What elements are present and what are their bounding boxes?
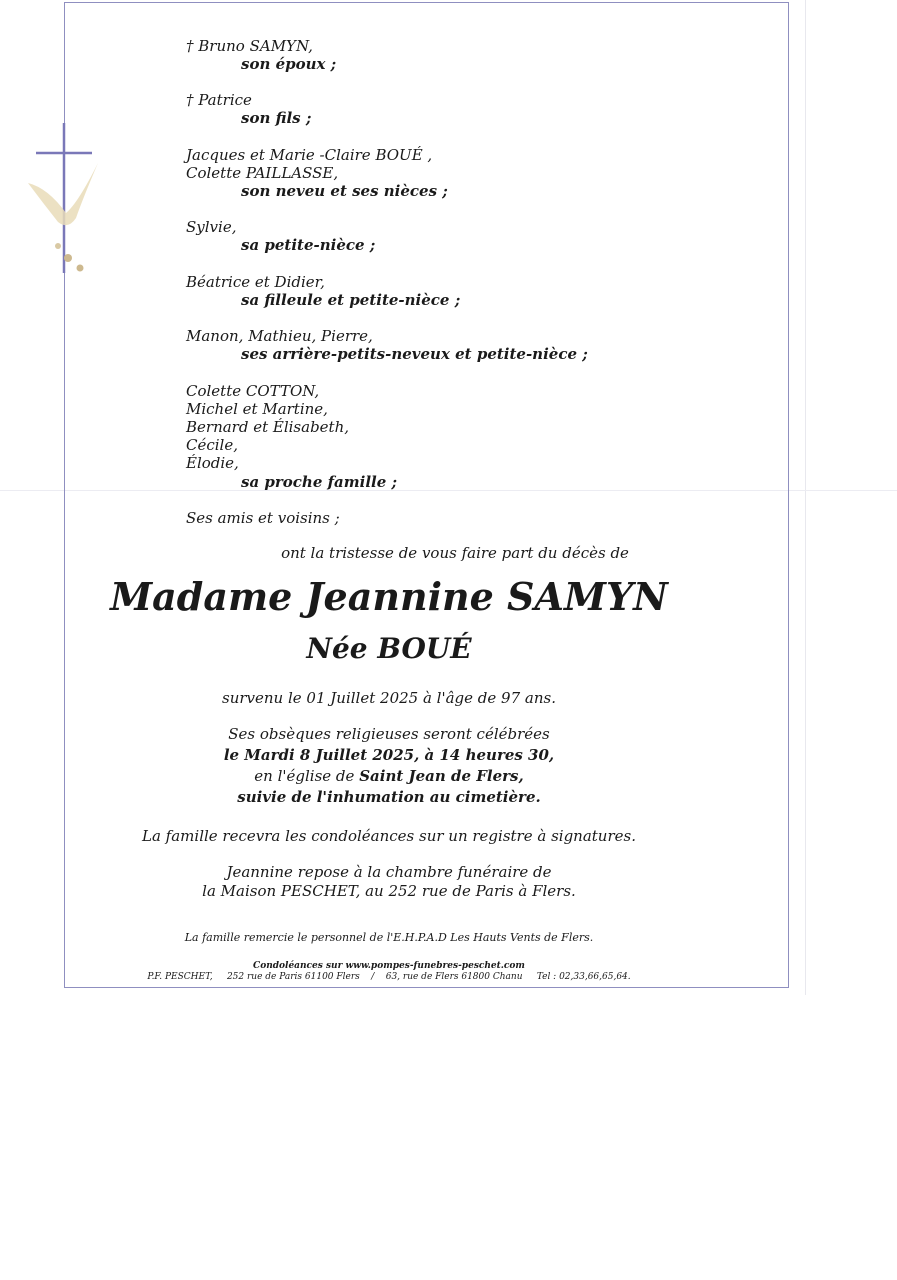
family-name: Béatrice et Didier, xyxy=(186,273,325,291)
maiden-name: Née BOUÉ xyxy=(306,632,472,665)
funeral-church xyxy=(64,766,714,786)
cross-dove-icon xyxy=(28,118,98,278)
company-name: P.F. PESCHET, xyxy=(147,972,213,982)
family-name: Élodie, xyxy=(186,454,239,472)
address-separator: / xyxy=(371,972,375,982)
friends-line: Ses amis et voisins ; xyxy=(186,509,340,527)
family-relation: sa filleule et petite-nièce ; xyxy=(241,291,461,309)
funeral-date xyxy=(64,745,714,765)
family-relation: son époux ; xyxy=(241,55,337,73)
family-name: Colette PAILLASSE, xyxy=(186,164,339,182)
family-name: † Patrice xyxy=(186,91,252,109)
church-prefix: en l'église de xyxy=(254,767,355,785)
funeral-burial xyxy=(64,787,714,807)
family-name: Cécile, xyxy=(186,436,238,454)
death-info: survenu le 01 Juillet 2025 à l'âge de 97 ans. xyxy=(222,689,556,707)
family-name: † Bruno SAMYN, xyxy=(186,37,313,55)
funeral-line: Ses obsèques religieuses seront célébrées xyxy=(228,725,550,743)
deceased-name: Madame Jeannine SAMYN xyxy=(110,574,668,619)
family-name: Michel et Martine, xyxy=(186,400,328,418)
address-chanu: 63, rue de Flers 61800 Chanu xyxy=(385,972,523,982)
funeral-date-text: le Mardi 8 Juillet 2025, à 14 heures 30, xyxy=(223,746,555,764)
rest-line: la Maison PESCHET, au 252 rue de Paris à Flers. xyxy=(202,882,576,900)
family-name: Manon, Mathieu, Pierre, xyxy=(186,327,373,345)
family-relation: sa proche famille ; xyxy=(241,473,398,491)
family-name: Sylvie, xyxy=(186,218,237,236)
family-relation: sa petite-nièce ; xyxy=(241,236,376,254)
thanks-line: La famille remercie le personnel de l'E.H.P.A.D Les Hauts Vents de Flers. xyxy=(184,931,594,944)
footer-addresses xyxy=(64,967,714,987)
announcement: ont la tristesse de vous faire part du décès de xyxy=(281,544,629,562)
page-edge xyxy=(805,0,806,995)
church-name: Saint Jean de Flers, xyxy=(359,767,524,785)
family-relation: son neveu et ses nièces ; xyxy=(241,182,448,200)
family-name: Jacques et Marie -Claire BOUÉ , xyxy=(186,146,433,164)
family-relation: ses arrière-petits-neveux et petite-nièce ; xyxy=(241,345,588,363)
rest-line: Jeannine repose à la chambre funéraire de xyxy=(226,863,552,881)
family-name: Bernard et Élisabeth, xyxy=(186,418,350,436)
family-relation: son fils ; xyxy=(241,109,312,127)
phone-number: Tel : 02,33,66,65,64. xyxy=(536,972,631,982)
condolences-register: La famille recevra les condoléances sur un registre à signatures. xyxy=(142,827,636,845)
family-name: Colette COTTON, xyxy=(186,382,320,400)
address-flers: 252 rue de Paris 61100 Flers xyxy=(226,972,360,982)
burial-text: suivie de l'inhumation au cimetière. xyxy=(237,788,541,806)
website-text: Condoléances sur www.pompes-funebres-peschet.com xyxy=(253,961,525,971)
